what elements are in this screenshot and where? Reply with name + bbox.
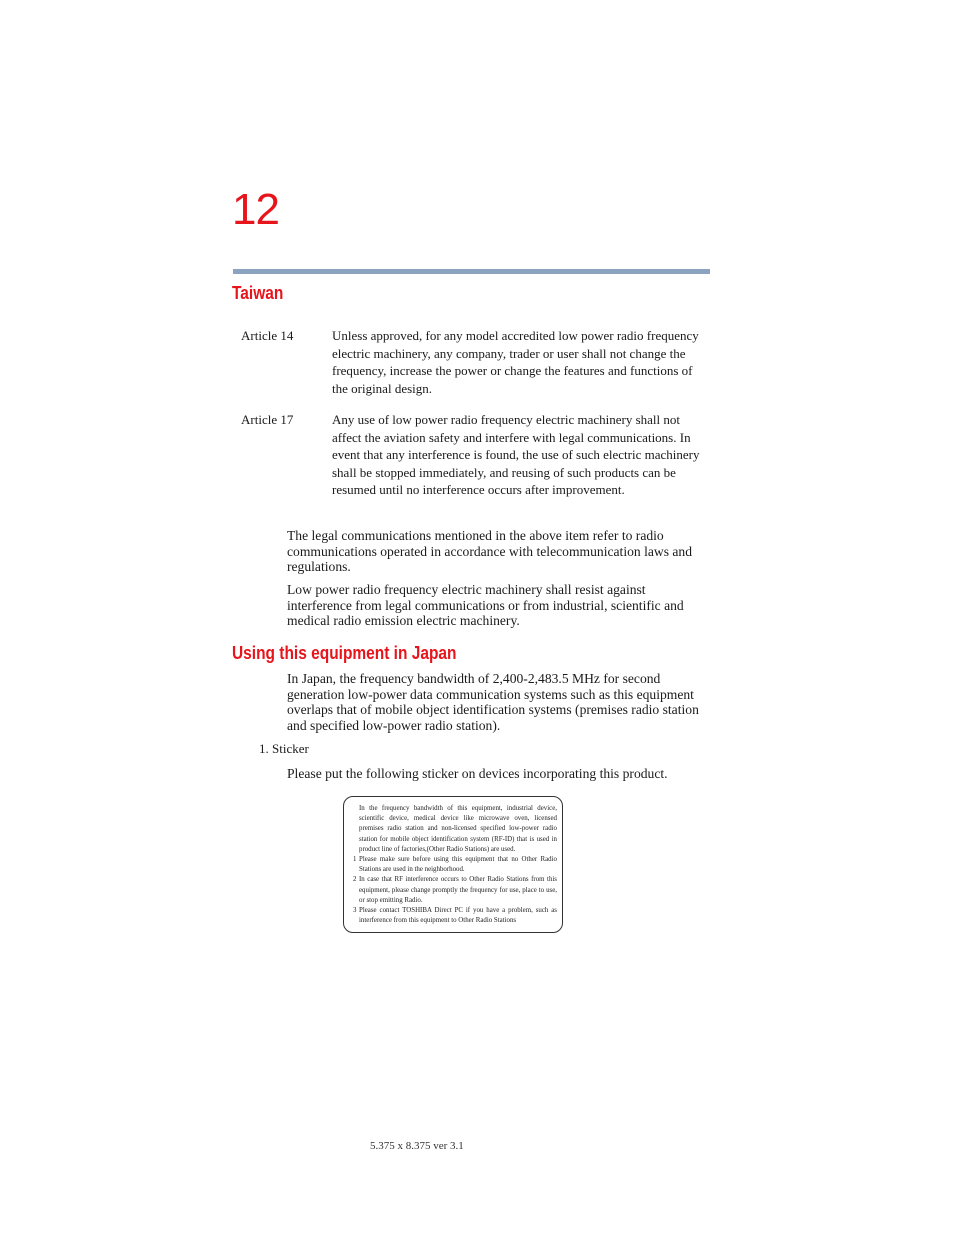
sticker-note-text: Please contact TOSHIBA Direct PC if you have a problem, such as interference from this equipment to Other Radio Stations — [359, 907, 557, 925]
sticker-note-number: 1 — [353, 856, 357, 864]
sticker-instruction: Please put the following sticker on devices incorporating this product. — [287, 766, 668, 781]
page-number: 12 — [232, 185, 279, 234]
article-17-text: Any use of low power radio frequency electric machinery shall not affect the aviation safety and interfere with legal communications. In event that any interference is found, the use of such electric machinery shall be stopped immediately, and reusing of such products can be resumed until no interference occurs after improvement. — [332, 412, 700, 497]
sticker-note-text: Please make sure before using this equipment that no Other Radio Stations are used in the neighborhood. — [359, 856, 557, 874]
japan-paragraph: In Japan, the frequency bandwidth of 2,400-2,483.5 MHz for second generation low-power data communication systems such as this equipment overlaps that of mobile object identification systems (premises radio station and specified low-power radio station). — [287, 671, 699, 733]
interference-paragraph: Low power radio frequency electric machinery shall resist against interference from legal communications or from industrial, scientific and medical radio emission electric machinery. — [287, 582, 684, 629]
sticker-note-text: In case that RF interference occurs to Other Radio Stations from this equipment, please change promptly the frequency for use, place to use, or stop emitting Radio. — [359, 876, 557, 904]
sticker-note — [353, 906, 557, 926]
article-14-text: Unless approved, for any model accredited low power radio frequency electric machinery, any company, trader or user shall not change the frequency, increase the power or change the features and functions of the original design. — [332, 328, 699, 396]
sticker-note-number: 3 — [353, 907, 357, 915]
japan-sticker — [343, 796, 563, 933]
sticker-note — [353, 875, 557, 906]
japan-heading: Using this equipment in Japan — [232, 643, 457, 663]
sticker-note-number: 2 — [353, 876, 357, 884]
sticker-intro: In the frequency bandwidth of this equipment, industrial device, scientific device, medical device like microwave oven, licensed premises radio station and non-licensed specified low-power radio station for mobile object identification system (RF-ID) that is used in product line of factories,(Other Radio Stations) are used. — [359, 805, 557, 853]
header-rule — [233, 269, 710, 274]
sticker-note — [353, 855, 557, 875]
sticker-list-item: 1. Sticker — [259, 741, 309, 756]
page-footer: 5.375 x 8.375 ver 3.1 — [370, 1140, 464, 1152]
legal-communications-paragraph: The legal communications mentioned in the above item refer to radio communications operated in accordance with telecommunication laws and regulations. — [287, 528, 693, 575]
article-14-label: Article 14 — [241, 328, 294, 343]
article-17-label: Article 17 — [241, 412, 294, 427]
taiwan-heading: Taiwan — [232, 283, 284, 303]
